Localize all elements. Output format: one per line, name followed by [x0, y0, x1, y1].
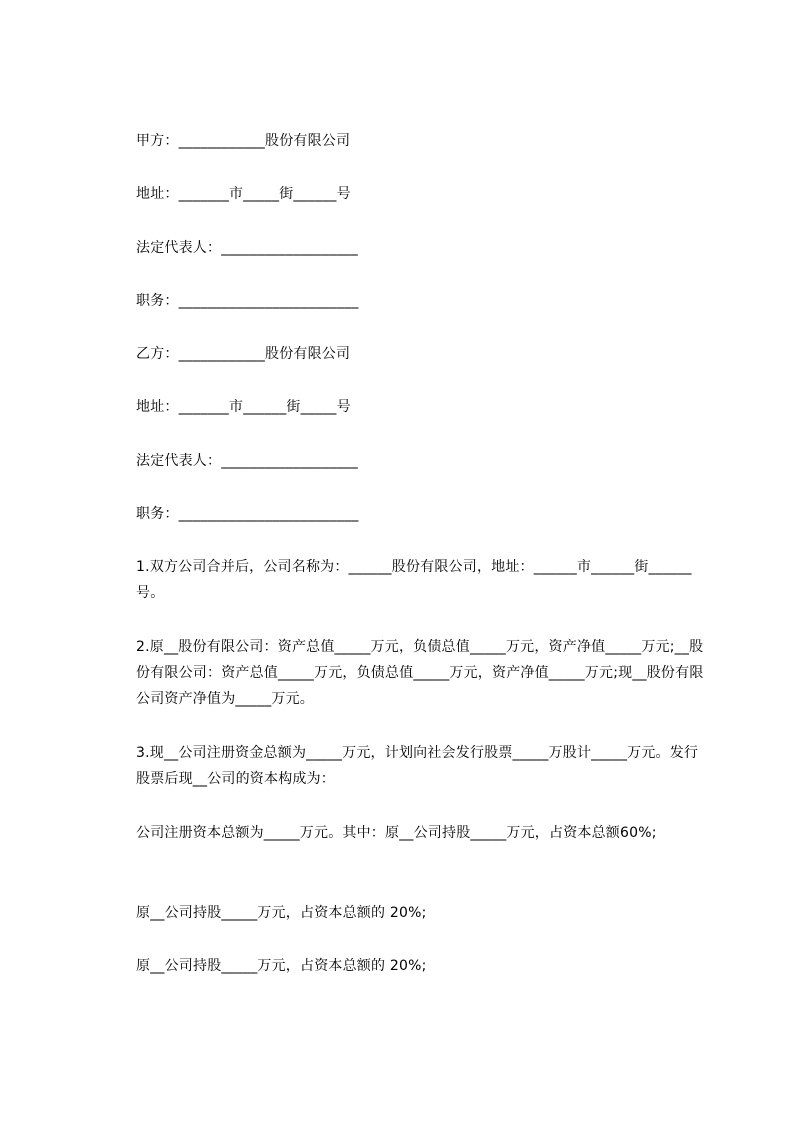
shareholder-c-line: 原__公司持股_____万元，占资本总额的 20%;	[136, 958, 427, 974]
clause-2-text: 2.原__股份有限公司：资产总值_____万元，负债总值_____万元，资产净值_____万元;__股份有限公司：资产总值_____万元，负债总值_____万元，资产净值_____万元;现__股份有限公司资产净值为_____万元。	[136, 639, 704, 707]
party-a-name-line: 甲方：____________股份有限公司	[136, 133, 351, 149]
capital-composition-text: 公司注册资本总额为_____万元。其中：原__公司持股_____万元，占资本总额60%;	[136, 825, 657, 841]
party-b-name-line: 乙方：____________股份有限公司	[136, 346, 351, 362]
party-b-representative-line: 法定代表人：___________________	[136, 453, 358, 469]
party-b-position-line: 职务：_________________________	[136, 506, 359, 522]
party-b-address-line: 地址：_______市______街_____号	[136, 399, 351, 415]
clause-2	[104, 634, 704, 712]
party-a-representative-line: 法定代表人：___________________	[136, 240, 358, 256]
shareholder-b-line: 原__公司持股_____万元，占资本总额的 20%;	[136, 905, 427, 921]
capital-composition	[104, 820, 704, 846]
clause-1-text: 1.双方公司合并后，公司名称为：______股份有限公司，地址：______市______街______号。	[136, 559, 692, 601]
clause-1	[104, 554, 704, 606]
clause-3	[104, 740, 704, 792]
party-a-position-line: 职务：_________________________	[136, 293, 359, 309]
clause-3-text: 3.现__公司注册资金总额为_____万元，计划向社会发行股票_____万股计_____万元。发行股票后现__公司的资本构成为：	[136, 745, 699, 787]
party-a-address-line: 地址：_______市_____街______号	[136, 186, 351, 202]
